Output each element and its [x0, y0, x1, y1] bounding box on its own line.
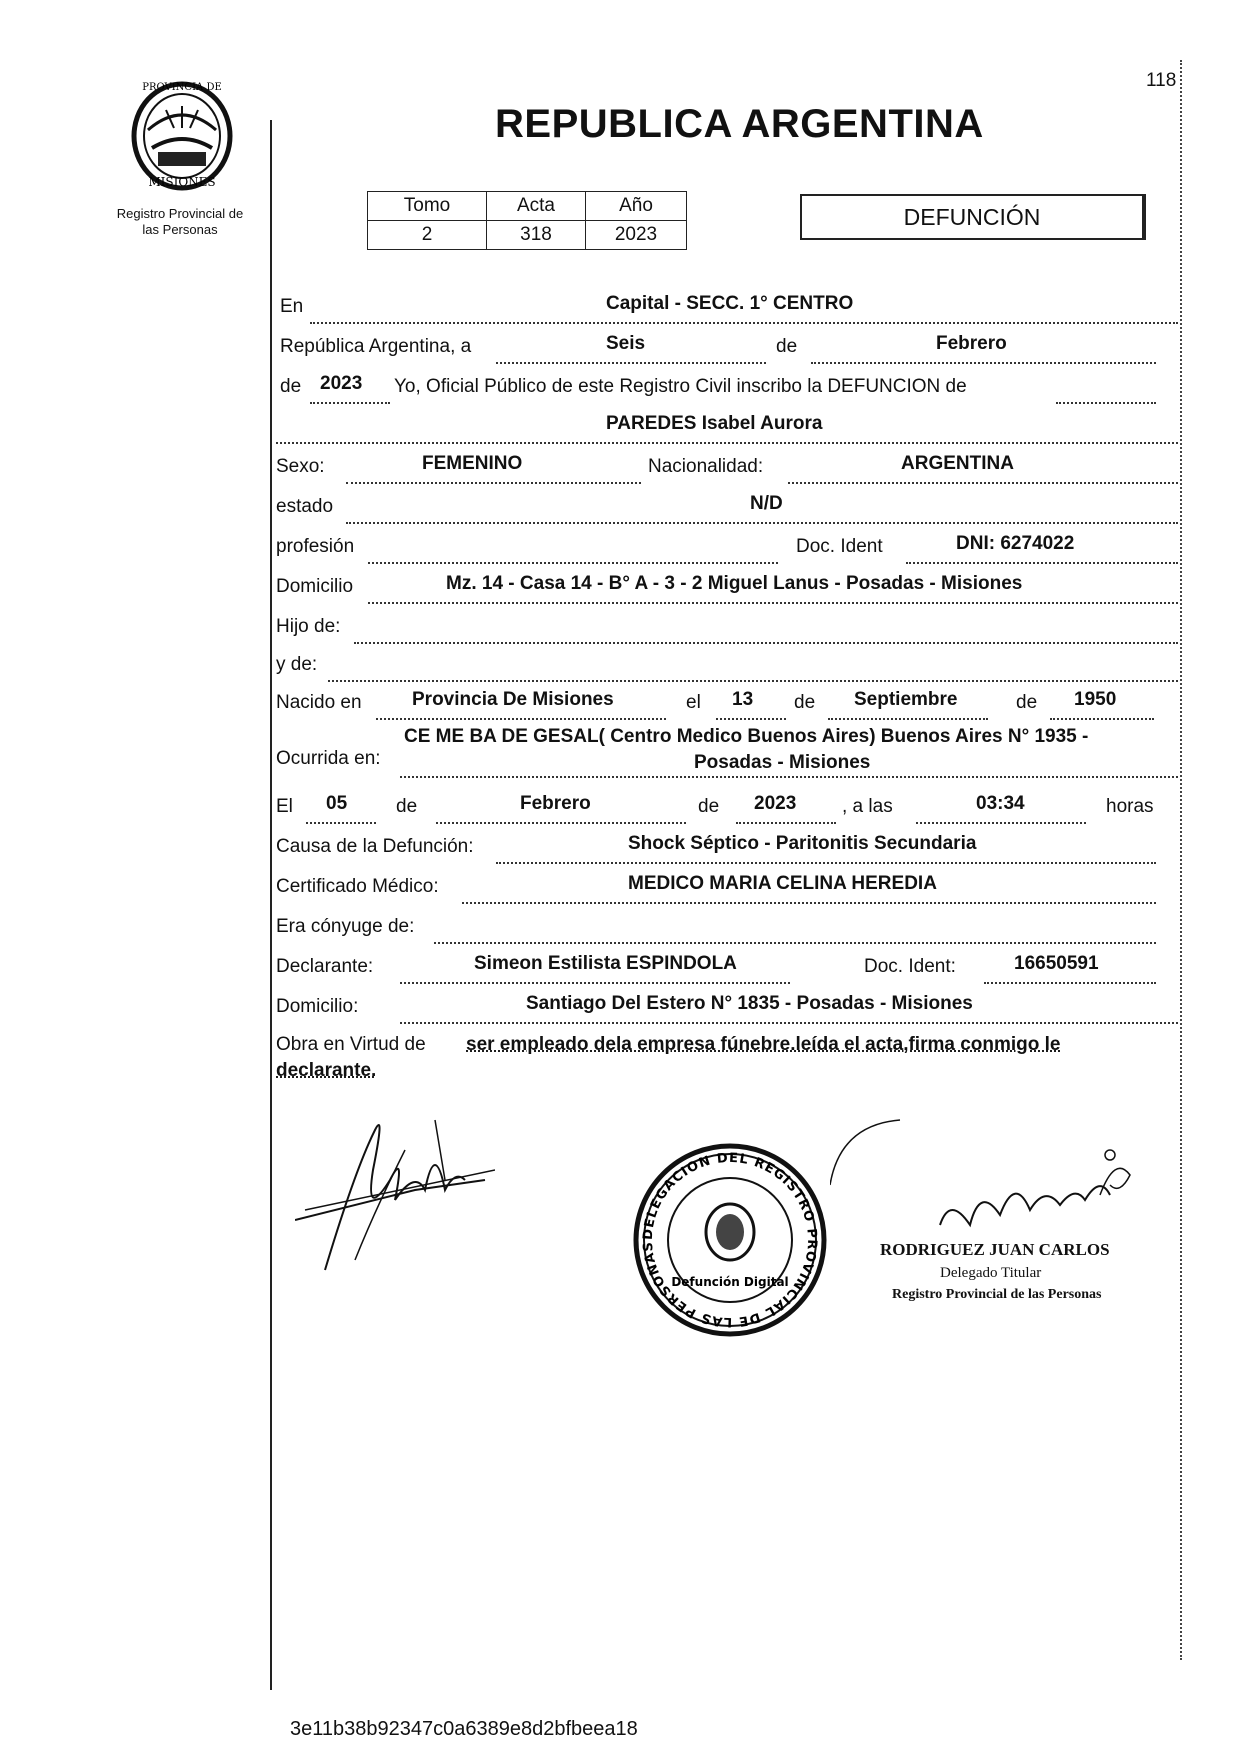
- acta-value: 318: [487, 221, 586, 250]
- row-fecha: República Argentina, a Seis de Febrero: [276, 330, 1178, 364]
- sexo-value: FEMENINO: [422, 453, 523, 474]
- acta-header: Acta: [487, 192, 586, 221]
- row-domicilio: Domicilio Mz. 14 - Casa 14 - B° A - 3 - 2 Miguel Lanus - Posadas - Misiones: [276, 570, 1178, 604]
- official-role: Delegado Titular: [940, 1265, 1042, 1281]
- row-fecha-defuncion: El 05 de Febrero de 2023 , a las 03:34 horas: [276, 790, 1178, 824]
- official-seal-icon: [630, 1140, 830, 1340]
- obra-line1: ser empleado dela empresa fúnebre.leída el acta,firma conmigo le: [466, 1034, 1061, 1055]
- declarante-value: Simeon Estilista ESPINDOLA: [474, 953, 737, 974]
- row-decl-domicilio: Domicilio: Santiago Del Estero N° 1835 - Posadas - Misiones: [276, 990, 1178, 1024]
- row-hijo: Hijo de:: [276, 610, 1178, 644]
- left-margin-rule: [270, 120, 272, 1690]
- row-nacido: Nacido en Provincia De Misiones el 13 de Septiembre de 1950: [276, 686, 1178, 720]
- certificado-value: MEDICO MARIA CELINA HEREDIA: [628, 873, 937, 894]
- row-en: [276, 290, 1178, 324]
- anio-header: Año: [586, 192, 687, 221]
- row-estado: estado N/D: [276, 490, 1178, 524]
- ocurrida-line2: Posadas - Misiones: [694, 752, 871, 773]
- row-nombre: [276, 410, 1178, 444]
- row-sexo: Sexo: FEMENINO Nacionalidad: ARGENTINA: [276, 450, 1178, 484]
- svg-text:PROVINCIA DE: PROVINCIA DE: [142, 82, 222, 93]
- anio-value: 2023: [586, 221, 687, 250]
- doc-value: DNI: 6274022: [956, 533, 1075, 554]
- def-anio-value: 2023: [754, 793, 797, 814]
- nombre-value: PAREDES Isabel Aurora: [606, 413, 823, 434]
- def-mes-value: Febrero: [520, 793, 591, 814]
- official-registry: Registro Provincial de las Personas: [892, 1287, 1102, 1302]
- def-hora-value: 03:34: [976, 793, 1025, 814]
- ocurrida-line1: CE ME BA DE GESAL( Centro Medico Buenos Aires) Buenos Aires N° 1935 -: [404, 726, 1089, 747]
- row-profesion: profesión Doc. Ident DNI: 6274022: [276, 530, 1178, 564]
- record-type-box: DEFUNCIÓN: [800, 194, 1146, 240]
- declarant-signature-icon: [295, 1110, 495, 1280]
- row-ocurrida: Ocurrida en: CE ME BA DE GESAL( Centro Medico Buenos Aires) Buenos Aires N° 1935 - Posadas - Misiones: [276, 726, 1178, 786]
- registry-label: Registro Provincial de las Personas: [116, 206, 244, 237]
- anio-reg-value: 2023: [320, 373, 363, 394]
- estado-value: N/D: [750, 493, 783, 514]
- page-number: 118: [1146, 70, 1177, 91]
- en-label: En: [280, 296, 304, 317]
- obra-line2: declarante.: [276, 1060, 377, 1081]
- mes-value: Febrero: [936, 333, 1007, 354]
- svg-text:MISIONES: MISIONES: [148, 175, 216, 189]
- svg-text:Defunción Digital: Defunción Digital: [671, 1275, 789, 1289]
- row-causa: Causa de la Defunción: Shock Séptico - Paritonitis Secundaria: [276, 830, 1178, 864]
- row-obra: Obra en Virtud de ser empleado dela empresa fúnebre.leída el acta,firma conmigo le declarante.: [276, 1034, 1061, 1081]
- nac-dia-value: 13: [732, 689, 754, 710]
- nacionalidad-value: ARGENTINA: [901, 453, 1014, 474]
- tomo-header: Tomo: [368, 192, 487, 221]
- dia-value: Seis: [606, 333, 646, 354]
- row-yde: y de:: [276, 648, 1178, 682]
- record-reference-table: [367, 191, 687, 250]
- document-hash: 3e11b38b92347c0a6389e8d2bfbeea18: [290, 1718, 638, 1740]
- en-value: Capital - SECC. 1° CENTRO: [606, 293, 854, 314]
- provincial-crest-icon: [118, 70, 246, 198]
- nac-mes-value: Septiembre: [854, 689, 958, 710]
- nac-anio-value: 1950: [1074, 689, 1117, 710]
- row-declarante: Declarante: Simeon Estilista ESPINDOLA Doc. Ident: 16650591: [276, 950, 1178, 984]
- row-inscribo: de 2023 Yo, Oficial Público de este Registro Civil inscribo la DEFUNCION de: [276, 370, 1178, 404]
- nacido-lugar-value: Provincia De Misiones: [412, 689, 614, 710]
- right-margin-rule: [1180, 60, 1182, 1660]
- decl-doc-value: 16650591: [1014, 953, 1099, 974]
- row-certificado: Certificado Médico: MEDICO MARIA CELINA HEREDIA: [276, 870, 1178, 904]
- domicilio-value: Mz. 14 - Casa 14 - B° A - 3 - 2 Miguel Lanus - Posadas - Misiones: [446, 573, 1023, 594]
- def-dia-value: 05: [326, 793, 348, 814]
- decl-domicilio-value: Santiago Del Estero N° 1835 - Posadas - Misiones: [526, 993, 973, 1014]
- causa-value: Shock Séptico - Paritonitis Secundaria: [628, 833, 977, 854]
- row-conyuge: Era cónyuge de:: [276, 910, 1178, 944]
- tomo-value: 2: [368, 221, 487, 250]
- page-title: REPUBLICA ARGENTINA: [495, 102, 984, 146]
- official-name: RODRIGUEZ JUAN CARLOS: [880, 1240, 1110, 1259]
- svg-text:DELEGACION DEL REGISTRO PROVIN: DELEGACION DEL REGISTRO PROVINCIAL DE LAS PERSONAS: [640, 1150, 820, 1330]
